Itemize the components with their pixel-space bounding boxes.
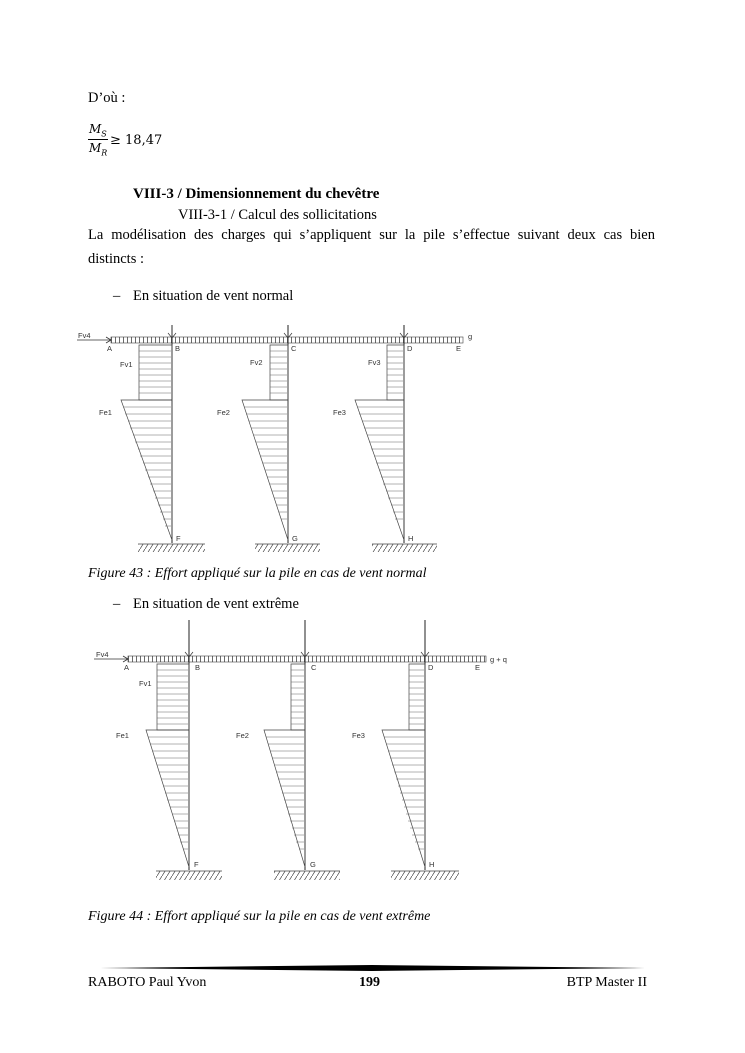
node-b-label: B (195, 663, 201, 672)
node-h-label: H (429, 860, 435, 869)
bullet-extreme-wind: En situation de vent extrême (133, 596, 299, 612)
page-number: 199 (359, 975, 380, 990)
node-g-label: G (292, 534, 298, 543)
subsection-heading: VIII-3-1 / Calcul des sollicitations (178, 207, 377, 223)
node-d-label: D (407, 344, 413, 353)
node-a-label: A (124, 663, 130, 672)
formula-numerator: M (89, 122, 102, 136)
node-h-label: H (408, 534, 414, 543)
node-a-label: A (107, 344, 113, 353)
ground-1 (156, 871, 222, 880)
deck-beam (111, 337, 463, 343)
node-e-label: E (475, 663, 481, 672)
node-c-label: C (311, 663, 317, 672)
fv3-label: Fv3 (368, 358, 381, 367)
fe1-label: Fe1 (99, 408, 112, 417)
pile-1 (99, 325, 205, 552)
formula-numerator-sub: S (101, 129, 107, 139)
formula-denominator-sub: R (101, 148, 108, 158)
footer-rule (100, 964, 645, 972)
fe2-label: Fe2 (236, 731, 249, 740)
fe3-label: Fe3 (352, 731, 365, 740)
node-d-label: D (428, 663, 434, 672)
formula-relation: ≥ 18,47 (110, 133, 163, 148)
node-c-label: C (291, 344, 297, 353)
figure-43-caption: Figure 43 : Effort appliqué sur la pile en cas de vent normal (88, 566, 427, 581)
fv2-label: Fv2 (250, 358, 263, 367)
ground-3 (391, 871, 459, 880)
ground-3 (372, 544, 437, 552)
bullet-dash-1: – (113, 288, 121, 304)
ratio-formula (88, 122, 108, 158)
pile-2 (217, 325, 320, 552)
section-heading: VIII-3 / Dimensionnement du chevêtre (133, 186, 380, 202)
figure-44-caption: Figure 44 : Effort appliqué sur la pile en cas de vent extrême (88, 909, 431, 924)
footer-program: BTP Master II (566, 975, 647, 990)
figure-44-diagram (92, 620, 522, 888)
paragraph-line-2: distincts : (88, 251, 144, 267)
fe1-label: Fe1 (116, 731, 129, 740)
fe3-label: Fe3 (333, 408, 346, 417)
node-e-label: E (456, 344, 462, 353)
bullet-dash-2: – (113, 596, 121, 612)
fv4-label: Fv4 (78, 331, 91, 340)
paragraph-line-1: La modélisation des charges qui s’appliquent sur la pile s’effectue suivant deux cas bien (88, 227, 655, 243)
ground-2 (255, 544, 320, 552)
fv1-label: Fv1 (120, 360, 133, 369)
load-label: g (468, 332, 473, 341)
ground-1 (138, 544, 205, 552)
fv1-label: Fv1 (139, 679, 152, 688)
figure-43-diagram (75, 325, 495, 560)
node-b-label: B (175, 344, 181, 353)
formula-denominator: M (89, 141, 102, 156)
node-g-label: G (310, 860, 316, 869)
node-f-label: F (176, 534, 181, 543)
intro-text: D’où : (88, 90, 126, 106)
footer-author: RABOTO Paul Yvon (88, 975, 207, 990)
ground-2 (274, 871, 340, 880)
deck-beam (128, 656, 486, 662)
node-f-label: F (194, 860, 199, 869)
fe2-label: Fe2 (217, 408, 230, 417)
fv4-label: Fv4 (96, 650, 109, 659)
pile-3 (333, 325, 437, 552)
bullet-normal-wind: En situation de vent normal (133, 288, 294, 304)
load-label: g + q (490, 655, 507, 664)
